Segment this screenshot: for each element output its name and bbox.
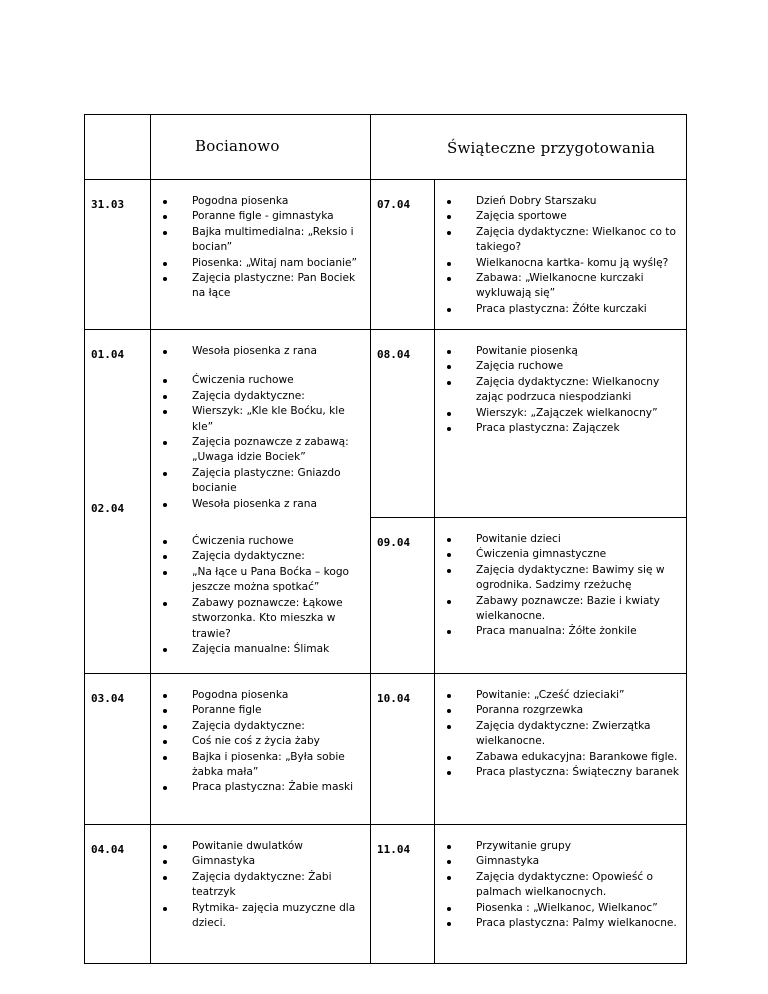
list-item: Zabawa edukacyjna: Barankowe figle. [441, 750, 680, 765]
activity-list [435, 180, 686, 317]
activity-list [435, 674, 686, 780]
date-cell [85, 330, 151, 674]
list-item: „Na łące u Pana Boćka – kogo jeszcze można spotkać” [157, 565, 364, 596]
list-item: Bajka i piosenka: „Była sobie żabka mała” [157, 750, 364, 781]
list-item: Rytmika- zajęcia muzyczne dla dzieci. [157, 901, 364, 932]
list-item: Gimnastyka [157, 854, 364, 869]
list-item: Pogodna piosenka [157, 688, 364, 703]
activity-list [435, 825, 686, 931]
list-item: Powitanie dwulatków [157, 839, 364, 854]
header-right-cell [371, 115, 687, 180]
list-item: Zajęcia dydaktyczne: Zwierzątka wielkanocne. [441, 719, 680, 750]
list-item: Zajęcia dydaktyczne: [157, 389, 364, 404]
date-cell: 07.04 [371, 180, 435, 330]
table-row [85, 180, 687, 330]
list-item: Wesoła piosenka z rana [157, 344, 364, 359]
list-item: Poranne figle [157, 703, 364, 718]
activities-cell [435, 825, 687, 964]
table-row [85, 674, 687, 825]
activities-cell [435, 330, 687, 518]
activities-cell [151, 825, 371, 964]
date-cell: 31.03 [85, 180, 151, 330]
list-item: Piosenka : „Wielkanoc, Wielkanoc” [441, 901, 680, 916]
list-item: Zajęcia plastyczne: Gniazdo bocianie [157, 466, 364, 497]
activities-cell [151, 330, 371, 674]
header-left-cell [151, 115, 371, 180]
list-item: Dzień Dobry Starszaku [441, 194, 680, 209]
list-item: Zajęcia sportowe [441, 209, 680, 224]
list-item: Ćwiczenia ruchowe [157, 373, 364, 388]
activity-list [151, 825, 370, 931]
list-item: Zajęcia dydaktyczne: Bawimy się w ogrodnika. Sadzimy rzeżuchę [441, 563, 680, 594]
list-item: Coś nie coś z życia żaby [157, 734, 364, 749]
list-item: Wierszyk: „Zajączek wielkanocny” [441, 406, 680, 421]
list-item: Piosenka: „Witaj nam bocianie” [157, 256, 364, 271]
list-item: Poranne figle - gimnastyka [157, 209, 364, 224]
list-item: Zabawy poznawcze: Łąkowe stworzonka. Kto mieszka w trawie? [157, 596, 364, 642]
list-item: Ćwiczenia ruchowe [157, 534, 364, 549]
table-row [85, 330, 687, 518]
list-item: Praca plastyczna: Żółte kurczaki [441, 302, 680, 317]
date-cell: 08.04 [371, 330, 435, 518]
list-item: Zajęcia dydaktyczne: [157, 719, 364, 734]
activities-cell [435, 180, 687, 330]
list-item: Praca plastyczna: Palmy wielkanocne. [441, 916, 680, 931]
activities-cell [435, 518, 687, 674]
list-item: Zabawy poznawcze: Bazie i kwiaty wielkanocne. [441, 594, 680, 625]
schedule-table [84, 114, 687, 964]
date-label: 02.04 [91, 502, 125, 515]
list-item: Ćwiczenia gimnastyczne [441, 547, 680, 562]
activities-cell [435, 674, 687, 825]
list-item: Zajęcia dydaktyczne: Wielkanoc co to takiego? [441, 225, 680, 256]
list-item: Powitanie piosenką [441, 344, 680, 359]
list-item: Powitanie: „Cześć dzieciaki” [441, 688, 680, 703]
list-item: Gimnastyka [441, 854, 680, 869]
date-cell: 03.04 [85, 674, 151, 825]
activities-cell [151, 674, 371, 825]
header-empty-cell [85, 115, 151, 180]
list-item: Praca plastyczna: Zajączek [441, 421, 680, 436]
list-item: Bajka multimedialna: „Reksio i bocian” [157, 225, 364, 256]
date-cell: 04.04 [85, 825, 151, 964]
table-row [85, 825, 687, 964]
list-item: Zajęcia ruchowe [441, 359, 680, 374]
header-row [85, 115, 687, 180]
activity-list [435, 330, 686, 436]
list-item: Praca manualna: Żółte żonkile [441, 624, 680, 639]
date-cell: 09.04 [371, 518, 435, 674]
list-item: Wierszyk: „Kle kle Boćku, kle kle” [157, 404, 364, 435]
activity-list [151, 330, 370, 512]
list-item: Zajęcia dydaktyczne: [157, 549, 364, 564]
list-item: Poranna rozgrzewka [441, 703, 680, 718]
list-item: Zajęcia manualne: Ślimak [157, 642, 364, 657]
activity-list [151, 512, 370, 657]
date-cell: 11.04 [371, 825, 435, 964]
list-item: Przywitanie grupy [441, 839, 680, 854]
list-item: Zajęcia poznawcze z zabawą: „Uwaga idzie Bociek” [157, 435, 364, 466]
list-item: Pogodna piosenka [157, 194, 364, 209]
left-column-title: Bocianowo [195, 137, 280, 155]
list-item: Powitanie dzieci [441, 532, 680, 547]
list-item: Zabawa: „Wielkanocne kurczaki wykluwają się” [441, 271, 680, 302]
activities-cell [151, 180, 371, 330]
list-item: Zajęcia dydaktyczne: Żabi teatrzyk [157, 870, 364, 901]
activity-list [435, 518, 686, 640]
activity-list [151, 180, 370, 302]
activity-list [151, 674, 370, 796]
list-item: Praca plastyczna: Świąteczny baranek [441, 765, 680, 780]
list-item: Zajęcia plastyczne: Pan Bociek na łące [157, 271, 364, 302]
date-cell: 10.04 [371, 674, 435, 825]
right-column-title: Świąteczne przygotowania [447, 139, 656, 157]
list-item: Wielkanocna kartka- komu ją wyślę? [441, 256, 680, 271]
date-label: 01.04 [91, 348, 125, 361]
list-item: Zajęcia dydaktyczne: Opowieść o palmach wielkanocnych. [441, 870, 680, 901]
list-item: Zajęcia dydaktyczne: Wielkanocny zając podrzuca niespodzianki [441, 375, 680, 406]
list-item: Wesoła piosenka z rana [157, 497, 364, 512]
list-item: Praca plastyczna: Żabie maski [157, 780, 364, 795]
